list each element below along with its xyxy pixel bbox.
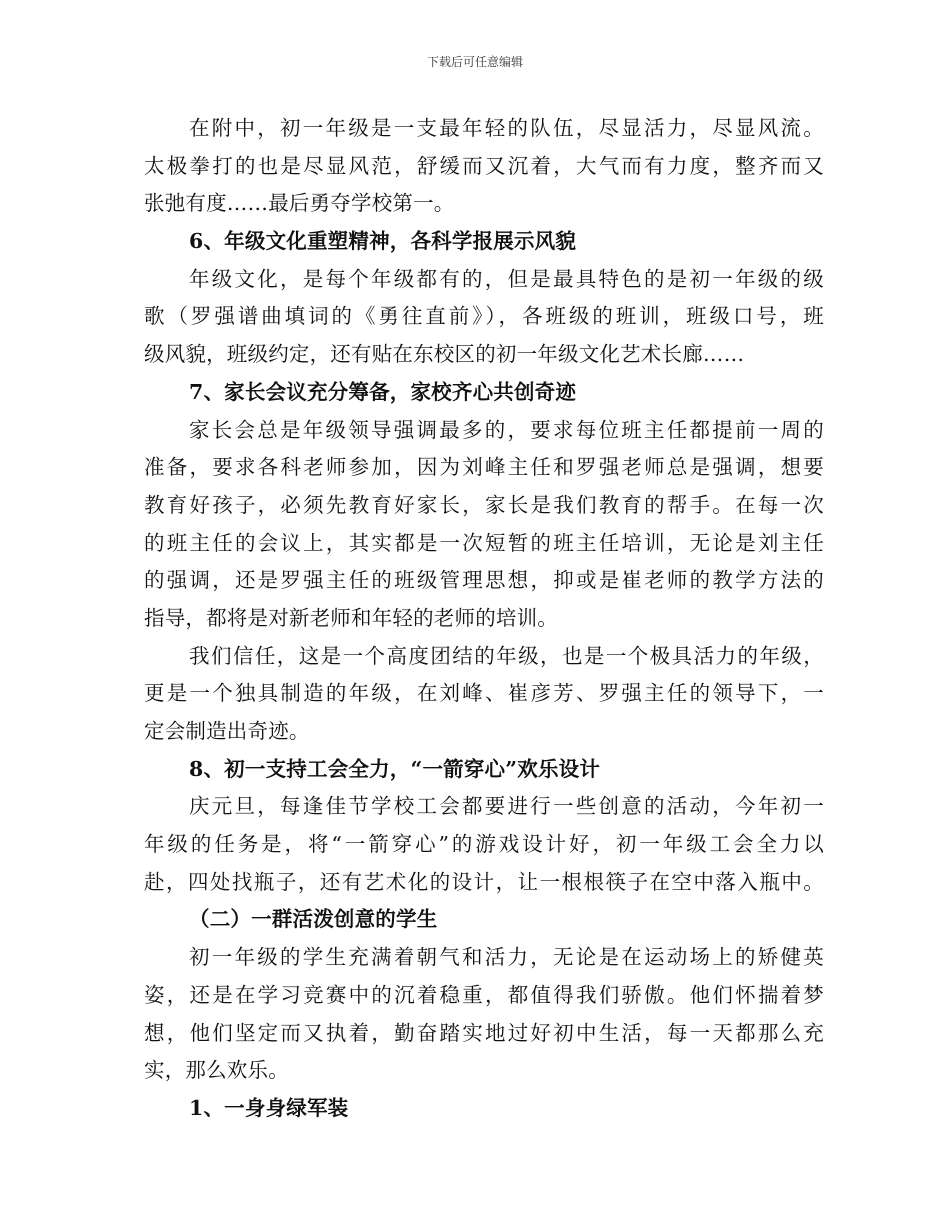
paragraph-line: 赴，四处找瓶子，还有艺术化的设计，让一根根筷子在空中落入瓶中。: [144, 869, 824, 894]
paragraph-line: 指导，都将是对新老师和年轻的老师的培训。: [144, 605, 558, 630]
section-heading: 6、年级文化重塑精神，各科学报展示风貌: [189, 229, 577, 254]
paragraph-line: 的强调，还是罗强主任的班级管理思想，抑或是崔老师的教学方法的: [144, 568, 824, 593]
paragraph-line: 准备，要求各科老师参加，因为刘峰主任和罗强老师总是强调，想要: [144, 455, 824, 480]
page-header: 下载后可任意编辑: [426, 55, 523, 69]
paragraph-line: 家长会总是年级领导强调最多的，要求每位班主任都提前一周的: [189, 417, 824, 442]
section-heading: 8、初一支持工会全力，“一箭穿心”欢乐设计: [189, 756, 601, 781]
paragraph-line: 歌（罗强谱曲填词的《勇往直前》），各班级的班训，班级口号，班: [144, 304, 824, 329]
paragraph-line: 实，那么欢乐。: [144, 1058, 289, 1083]
paragraph-line: 更是一个独具制造的年级，在刘峰、崔彦芳、罗强主任的领导下，一: [144, 681, 824, 706]
paragraph-line: 的班主任的会议上，其实都是一次短暂的班主任培训，无论是刘主任: [144, 530, 824, 555]
document-body: [144, 110, 824, 1128]
paragraph-line: 教育好孩子，必须先教育好家长，家长是我们教育的帮手。在每一次: [144, 492, 824, 517]
paragraph-line: 年级的任务是，将“一箭穿心”的游戏设计好，初一年级工会全力以: [144, 832, 824, 857]
paragraph-line: 庆元旦，每逢佳节学校工会都要进行一些创意的活动，今年初一: [189, 794, 824, 819]
paragraph-line: 姿，还是在学习竞赛中的沉着稳重，都值得我们骄傲。他们怀揣着梦: [144, 982, 824, 1007]
paragraph-line: 定会制造出奇迹。: [144, 719, 310, 743]
paragraph-line: 在附中，初一年级是一支最年轻的队伍，尽显活力，尽显风流。: [189, 116, 824, 140]
paragraph-line: 太极拳打的也是尽显风范，舒缓而又沉着，大气而有力度，整齐而又: [144, 153, 824, 178]
section-heading: 1、一身身绿军装: [189, 1095, 349, 1120]
paragraph-line: 张弛有度……最后勇夺学校第一。: [144, 191, 455, 216]
paragraph-line: 年级文化，是每个年级都有的，但是最具特色的是初一年级的级: [189, 266, 824, 291]
paragraph-line: 级风貌，班级约定，还有贴在东校区的初一年级文化艺术长廊……: [144, 342, 745, 367]
subsection-heading: （二）一群活泼创意的学生: [189, 907, 438, 932]
paragraph-line: 我们信任，这是一个高度团结的年级，也是一个极具活力的年级，: [189, 643, 824, 668]
paragraph-line: 想，他们坚定而又执着，勤奋踏实地过好初中生活，每一天都那么充: [144, 1020, 824, 1045]
paragraph-line: 初一年级的学生充满着朝气和活力，无论是在运动场上的矫健英: [189, 945, 824, 970]
section-heading: 7、家长会议充分筹备，家校齐心共创奇迹: [189, 379, 577, 404]
